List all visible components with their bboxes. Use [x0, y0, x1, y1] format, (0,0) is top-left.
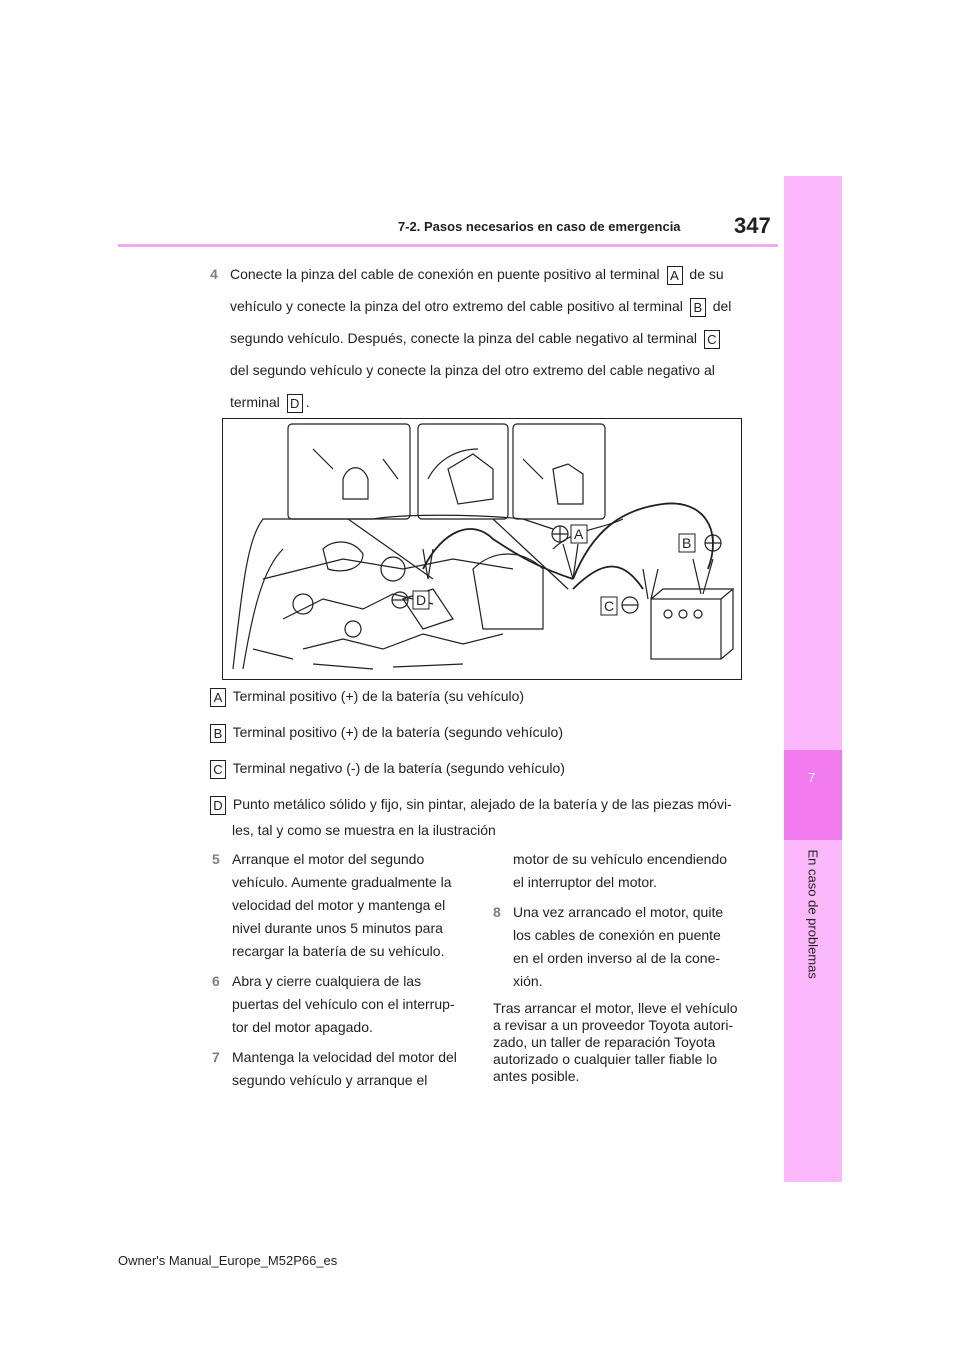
chapter-side-tab [784, 176, 842, 1182]
step-4 [210, 258, 750, 418]
chapter-number-tab [784, 750, 842, 840]
step-4-line-2: vehículo y conecte la pinza del otro extremo del cable positivo al terminal B del [230, 298, 732, 315]
chapter-label: En caso de problemas [805, 849, 821, 979]
legend-item-d-cont: les, tal y como se muestra en la ilustración [232, 822, 496, 838]
label-box-c: C [704, 330, 720, 349]
legend-item-d: D Punto metálico sólido y fijo, sin pintar, alejado de la batería y de las piezas móvi- [210, 796, 732, 815]
chapter-number: 7 [808, 770, 816, 785]
label-box-a: A [667, 266, 683, 285]
step-8: 8 Una vez arrancado el motor, quite los cables de conexión en puente en el orden inverso al de la cone- xión. [493, 904, 724, 989]
step-7-cont-2: el interruptor del motor. [513, 874, 657, 890]
legend-item-c: C Terminal negativo (-) de la batería (segundo vehículo) [210, 760, 565, 779]
label-box-b: B [690, 298, 706, 317]
right-column [493, 848, 763, 1085]
illus-label-d: D [416, 592, 427, 608]
engine-bay-drawing [223, 419, 741, 679]
step-number: 4 [210, 266, 218, 282]
after-start-note: Tras arrancar el motor, lleve el vehículo a revisar a un proveedor Toyota autori- zado, un taller de reparación Toyota autorizado o cualquier taller fiable lo antes posible. [493, 1000, 738, 1084]
step-4-line-1: 4 Conecte la pinza del cable de conexión en puente positivo al terminal A de su [210, 258, 750, 290]
step-7: 7 Mantenga la velocidad del motor del segundo vehículo y arranque el [212, 1049, 457, 1088]
illus-label-a: A [574, 526, 584, 542]
left-column [212, 848, 482, 1092]
illus-label-b: B [682, 535, 692, 551]
step-7-cont-1: motor de su vehículo encendiendo [513, 851, 728, 867]
legend-item-b: B Terminal positivo (+) de la batería (segundo vehículo) [210, 724, 563, 743]
header-rule [118, 244, 778, 247]
step-4-line-3: segundo vehículo. Después, conecte la pinza del cable negativo al terminal C [210, 322, 750, 354]
label-box-d: D [287, 394, 303, 413]
page-number: 347 [734, 213, 771, 238]
jump-start-illustration [222, 418, 742, 680]
step-4-line-5: terminal D . [230, 394, 310, 411]
step-6: 6 Abra y cierre cualquiera de las puertas del vehículo con el interrup- tor del motor apagado. [212, 973, 455, 1035]
step-5: 5 Arranque el motor del segundo vehículo. Aumente gradualmente la velocidad del motor y mantenga el nivel durante unos 5 minutos para recargar la batería de su vehículo. [212, 851, 452, 959]
step-4-line-4: del segundo vehículo y conecte la pinza del otro extremo del cable negativo al [230, 362, 715, 378]
illus-label-c: C [604, 598, 615, 614]
section-title: 7-2. Pasos necesarios en caso de emergencia [398, 219, 681, 234]
footer-manual-id: Owner's Manual_Europe_M52P66_es [118, 1253, 338, 1268]
legend-item-a: A Terminal positivo (+) de la batería (su vehículo) [210, 688, 524, 707]
